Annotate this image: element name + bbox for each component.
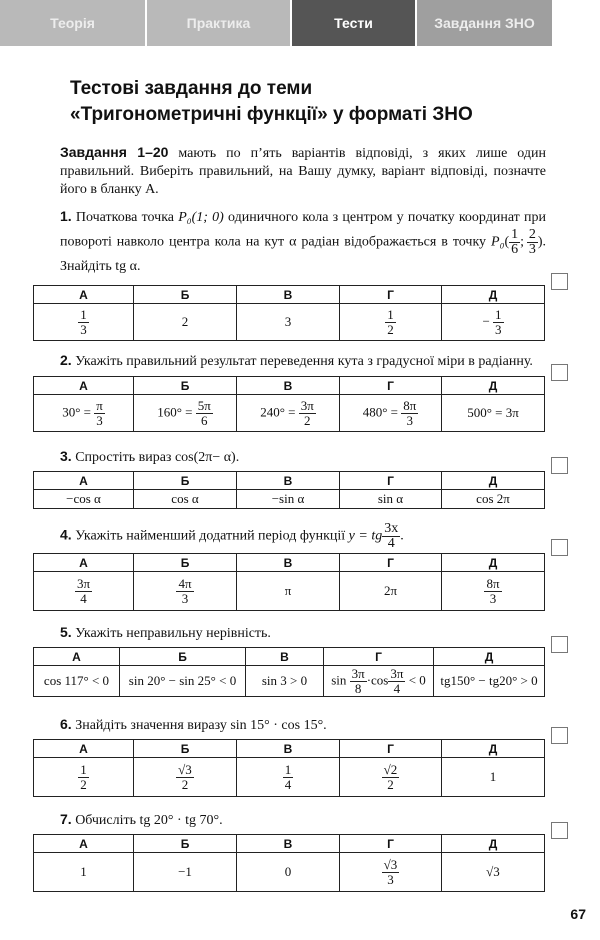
answer-option: 240° = $\frac{3\pi}{2}$ — [237, 395, 340, 432]
fraction: $\frac{1}{3}$ — [80, 306, 87, 337]
answer-option: sin 3 > 0 — [246, 666, 324, 697]
option-header: В — [246, 648, 324, 666]
answer-option: sin $\frac{3\pi}{8}$ ·cos $\frac{3\pi}{4}$ < 0 — [324, 666, 434, 697]
option-header: Б — [134, 472, 237, 490]
question-text: Знайдіть значення виразу sin 15° · cos 15°. — [75, 718, 327, 733]
option-header: Д — [442, 554, 545, 572]
question-number: 2. — [60, 352, 72, 368]
page-number: 67 — [570, 906, 586, 922]
point-p0: P₀(1; 0) — [178, 210, 224, 225]
answer-checkbox[interactable] — [551, 457, 568, 474]
fraction: $\frac{3\pi}{4}$ — [390, 665, 404, 696]
option-header: В — [237, 554, 340, 572]
answer-option — [34, 572, 134, 611]
instructions — [60, 143, 546, 199]
fraction: $\frac{√3}{2}$ — [178, 761, 192, 792]
point-p0: P₀ — [491, 234, 505, 250]
answer-option: cos α — [134, 490, 237, 509]
option-header: Д — [434, 648, 545, 666]
question-6 — [60, 714, 546, 736]
option-header: А — [34, 835, 134, 853]
fraction: $\frac{1}{4}$ — [284, 761, 292, 792]
option-header: В — [237, 377, 340, 395]
answer-option: 2π — [340, 572, 442, 611]
option-header: Д — [442, 740, 545, 758]
answer-option — [134, 572, 237, 611]
option-header: В — [237, 472, 340, 490]
tab-theory[interactable]: Теорія — [0, 0, 145, 46]
fraction: $\frac{1}{2}$ — [387, 306, 394, 337]
answer-option — [237, 758, 340, 797]
question-7 — [60, 809, 546, 831]
answer-option: cos 2π — [442, 490, 545, 509]
fraction: $\frac{√3}{3}$ — [383, 856, 398, 887]
question-text: Початкова точка — [75, 210, 179, 225]
answer-option: 3 — [237, 304, 340, 341]
answer-option: 1 — [442, 758, 545, 797]
answer-option: − $\frac{1}{3}$ — [442, 304, 545, 341]
option-header: Б — [134, 835, 237, 853]
answer-option: √3 — [442, 853, 545, 892]
answer-table-6 — [33, 739, 545, 797]
answer-option — [134, 758, 237, 797]
answer-option: −cos α — [34, 490, 134, 509]
page-title-line2: «Тригонометричні функції» у форматі ЗНО — [70, 104, 473, 125]
answer-table-4 — [33, 553, 545, 611]
section-tabs — [0, 0, 552, 46]
option-header: Д — [442, 472, 545, 490]
option-header: А — [34, 377, 134, 395]
option-header: Д — [442, 377, 545, 395]
question-text: Спростіть вираз cos(2π− α). — [75, 450, 240, 465]
option-header: Г — [340, 740, 442, 758]
fraction: $\frac{1}{2}$ — [80, 761, 87, 792]
answer-checkbox[interactable] — [551, 539, 568, 556]
answer-checkbox[interactable] — [551, 822, 568, 839]
answer-table-7 — [33, 834, 545, 892]
fraction: $\frac{\pi}{3}$ — [96, 397, 103, 428]
option-header: Г — [340, 835, 442, 853]
fraction: $\frac{5\pi}{6}$ — [197, 397, 211, 428]
fraction: $\frac{√2}{2}$ — [383, 761, 398, 792]
option-header: А — [34, 286, 134, 304]
page-title — [70, 76, 540, 128]
question-5 — [60, 622, 546, 644]
answer-option: sin 20° − sin 25° < 0 — [120, 666, 246, 697]
question-2 — [60, 350, 546, 372]
fraction: $\frac{3\pi}{2}$ — [300, 397, 314, 428]
question-text: Обчисліть tg 20° · tg 70°. — [75, 813, 223, 828]
option-header: Д — [442, 286, 545, 304]
answer-option — [34, 304, 134, 341]
option-header: Г — [340, 286, 442, 304]
fraction: $\frac{1}{6}$ — [511, 227, 519, 257]
instructions-text: мають по п’ять варіантів відповіді, з яких лише один правильний. Виберіть правильний, на Вашу думку, варіант відповіді, позначте його в бланку А. — [60, 146, 547, 197]
tab-zno-tasks[interactable]: Завдання ЗНО — [415, 0, 552, 46]
option-header: В — [237, 286, 340, 304]
question-1: 1. Початкова точка P₀(1; 0) одиничного кола з центром у початку координат при повороті навколо центра кола на кут α радіан відображається в точку P₀( $\frac{1}{6}$ ; $\frac{2}{3}$ ). Знайдіть tg α. — [60, 208, 546, 274]
option-header: А — [34, 472, 134, 490]
question-number: 1. — [60, 208, 72, 224]
option-header: Б — [134, 377, 237, 395]
option-header: Г — [324, 648, 434, 666]
answer-option: 1 — [34, 853, 134, 892]
instructions-bold: Завдання 1–20 — [60, 144, 169, 160]
page-title-line1: Тестові завдання до теми — [70, 78, 313, 99]
option-header: Г — [340, 554, 442, 572]
option-header: Д — [442, 835, 545, 853]
answer-table-1 — [33, 285, 545, 341]
tab-tests[interactable]: Тести — [290, 0, 415, 46]
answer-table-2 — [33, 376, 545, 432]
question-text: Укажіть правильний результат переведення кута з градусної міри в радіанну. — [75, 354, 533, 369]
answer-option: 0 — [237, 853, 340, 892]
answer-option: cos 117° < 0 — [34, 666, 120, 697]
fraction: $\frac{2}{3}$ — [528, 227, 536, 257]
fraction: $\frac{1}{3}$ — [495, 306, 502, 337]
answer-option — [34, 758, 134, 797]
option-header: В — [237, 740, 340, 758]
answer-checkbox[interactable] — [551, 273, 568, 290]
answer-table-5 — [33, 647, 545, 697]
question-number: 5. — [60, 624, 72, 640]
option-header: Г — [340, 472, 442, 490]
fraction: $\frac{3\pi}{8}$ — [351, 665, 365, 696]
fraction: $\frac{8\pi}{3}$ — [486, 575, 500, 606]
fraction: $\frac{3x}{4}$ — [384, 521, 399, 551]
option-header: В — [237, 835, 340, 853]
question-3 — [60, 446, 546, 468]
answer-option — [340, 853, 442, 892]
option-header: Б — [134, 554, 237, 572]
question-number: 4. — [60, 526, 72, 543]
question-text: . Знайдіть tg α. — [60, 234, 546, 274]
answer-checkbox[interactable] — [551, 636, 568, 653]
option-header: А — [34, 554, 134, 572]
answer-option: sin α — [340, 490, 442, 509]
answer-option — [340, 758, 442, 797]
option-header: Б — [120, 648, 246, 666]
answer-option: −1 — [134, 853, 237, 892]
answer-option: 500° = 3π — [442, 395, 545, 432]
option-header: А — [34, 740, 134, 758]
answer-option: −sin α — [237, 490, 340, 509]
answer-checkbox[interactable] — [551, 727, 568, 744]
question-number: 3. — [60, 448, 72, 464]
answer-option: 480° = $\frac{8\pi}{3}$ — [340, 395, 442, 432]
option-header: Б — [134, 740, 237, 758]
question-number: 7. — [60, 811, 72, 827]
tab-practice[interactable]: Практика — [145, 0, 290, 46]
question-number: 6. — [60, 716, 72, 732]
answer-option: 30° = $\frac{\pi}{3}$ — [34, 395, 134, 432]
answer-option — [442, 572, 545, 611]
question-text: одиничного кола з центром у початку координат при повороті навколо центра кола на кут α радіан відображається в точку — [60, 210, 546, 250]
option-header: Б — [134, 286, 237, 304]
question-text: Укажіть найменший додатний період функції — [75, 528, 349, 544]
fraction: $\frac{3\pi}{4}$ — [76, 575, 91, 606]
option-header: А — [34, 648, 120, 666]
option-header: Г — [340, 377, 442, 395]
answer-checkbox[interactable] — [551, 364, 568, 381]
answer-option: tg150° − tg20° > 0 — [434, 666, 545, 697]
fraction: $\frac{8\pi}{3}$ — [403, 397, 417, 428]
answer-table-3 — [33, 471, 545, 509]
fraction: $\frac{4\pi}{3}$ — [178, 575, 192, 606]
question-text: Укажіть неправильну нерівність. — [75, 626, 271, 641]
answer-option: 160° = $\frac{5\pi}{6}$ — [134, 395, 237, 432]
answer-option — [340, 304, 442, 341]
answer-option: 2 — [134, 304, 237, 341]
function: y = tg — [348, 528, 383, 544]
question-4: 4. Укажіть найменший додатний період функції y = tg $\frac{3x}{4}$ . — [60, 521, 404, 551]
answer-option: π — [237, 572, 340, 611]
